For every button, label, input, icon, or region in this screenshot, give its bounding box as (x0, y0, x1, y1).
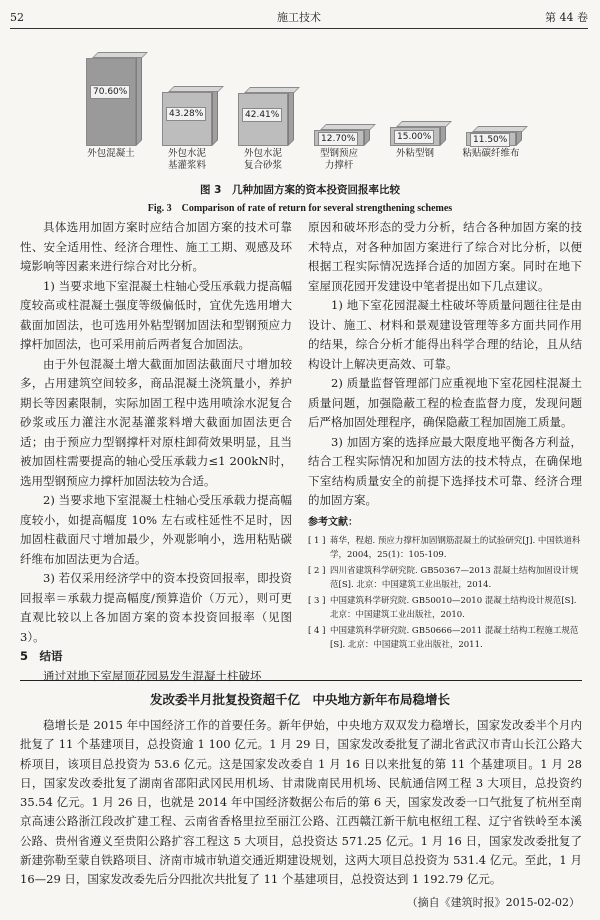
paragraph: 由于外包混凝土增大截面加固法截面尺寸增加较多，占用建筑空间较多，商品混凝土浇筑量小，养护期长等因素限制，实际加固工程中选用喷涂水泥复合砂浆或压力灌注水泥基灌浆料增大截面加固法更合适；由于预应力型钢撑杆对原柱卸荷效果明显，且当被加固柱需要提高的轴心受压承载力≤1 200kN时，选用型钢预应力撑杆加固法较为合适。 (20, 356, 292, 488)
paragraph: 3) 若仅采用经济学中的资本投资回报率，即投资回报率＝承载力提高幅度/预算造价（万元），则可更直观比较以上各加固方案的资本投资回报率（见图 3）。 (20, 571, 292, 644)
bar-value-label: 43.28% (166, 107, 206, 121)
reference-number: [ 2 ] (308, 566, 326, 576)
category-label-line: 外包水泥 (167, 148, 206, 159)
reference-number: [ 3 ] (308, 596, 326, 606)
figure-caption-en: Fig. 3 Comparison of rate of return for several strengthening schemes (147, 203, 453, 214)
paragraph: 2) 质量监督管理部门应重视地下室花园柱混凝土质量问题，加强隐蔽工程的检查监督力度，发现问题后严格加固处理程序，确保隐蔽工程加固施工质量。 (308, 376, 582, 429)
bar-value-label: 70.60% (90, 85, 130, 99)
news-paragraph: 稳增长是 2015 年中国经济工作的首要任务。新年伊始，中央地方双双发力稳增长，国家发改委半个月内批复了 11 个基建项目，总投资逾 1 100 亿元。1 月 29 日，国家发改委批复了湖北省武汉市青山长江公路大桥项目，该项目总投资为 53.6 亿元。这是国家发改委自 1 月 16 日以来批复的第 11 个基建项目。1 月 28 日，国家发改委批复了湖南省邵阳武冈民用机场、甘肃陇南民用机场、民航通信网工程 3 大项目，总投资约 35.54 亿元。1 月 26 日，也就是 2014 年中国经济数据公布后的第 6 天，国家发改委一口气批复了杭州至南京高速公路浙江段改扩建工程、云南省香格里拉至丽江公路、江西赣江新干航电枢纽工程、辽宁省铁岭至本溪公路、贵州省遵义至贵阳公路扩容工程这 5 大项目，总投资达 571.25 亿元。1 月 16 日，国家发改委批复了新建弥勒至蒙自铁路项目、济南市城市轨道交通近期建设规划，这两大项目总投资为 531.4 亿元。至此，1 月 16—29 日，国家发改委先后分四批次共批复了 11 个基建项目，总投资达到 1 192.79 亿元。 (20, 718, 582, 887)
bar-front (86, 58, 136, 146)
category-label (152, 148, 222, 172)
paragraph: 1) 地下室花园混凝土柱破坏等质量问题往往是由设计、施工、材料和景观建设管理等多方面共同作用的结果，综合分析才能得出科学合理的结论，且从结构设计上解决更高效、可靠。 (308, 298, 582, 371)
reference-number: [ 4 ] (308, 626, 326, 636)
bar-side (136, 52, 142, 146)
bar-value-label: 15.00% (394, 130, 434, 144)
page-header (10, 8, 588, 29)
bar-value-label: 42.41% (242, 108, 282, 122)
category-label-line: 外粘型钢 (395, 148, 434, 159)
paragraph: 原因和破坏形态的受力分析，结合各种加固方案的技术特点，对各种加固方案进行了综合对比分析，以便根据工程实际情况选择合适的加固方案。同时在地下室屋顶花园开发建设中笔者提出如下几点建议。 (308, 220, 582, 293)
left-column (20, 218, 292, 686)
roi-bar-chart (80, 36, 540, 171)
reference-item (308, 534, 582, 562)
category-label-line: 外包水泥 (243, 148, 282, 159)
bar-side (288, 87, 294, 146)
reference-number: [ 1 ] (308, 536, 326, 546)
news-source: （摘自《建筑时报》2015-02-02） (406, 896, 580, 909)
reference-item (308, 624, 582, 652)
paragraph: 1) 当要求地下室混凝土柱轴心受压承载力提高幅度较高或柱混凝土强度等级偏低时，宜优先选用增大截面加固法，也可选用外粘型钢加固法和型钢预应力撑杆加固法，也可采用前后两者复合加固法。 (20, 278, 292, 351)
reference-text: 中国建筑科学研究院. GB50010—2010 混凝土结构设计规范[S]. 北京：中国建筑工业出版社，2010. (330, 596, 577, 620)
journal-title: 施工技术 (277, 11, 321, 24)
category-label (76, 148, 146, 160)
right-column (308, 218, 582, 654)
paragraph: 3) 加固方案的选择应最大限度地平衡各方利益，结合工程实际情况和加固方法的技术特点，在确保地下室结构质量安全的前提下选择技术可靠、经济合理的加固方案。 (308, 434, 582, 507)
paragraph: 通过对地下室屋顶花园易发生混凝土柱破坏 (43, 668, 262, 683)
category-label-line: 外包混凝土 (87, 148, 135, 159)
bar-side (212, 86, 218, 146)
reference-text: 蒋华，程超. 预应力撑杆加固钢筋混凝土的试验研究[J]. 中国铁道科学，2004，25(1)：105-109. (330, 536, 581, 560)
category-label-line: 力撑杆 (324, 160, 354, 171)
news-title: 发改委半月批复投资超千亿 中央地方新年布局稳增长 (149, 692, 450, 707)
news-article (20, 716, 582, 890)
volume-label: 第 44 卷 (545, 11, 588, 24)
reference-text: 中国建筑科学研究院. GB50666—2011 混凝土结构工程施工规范[S]. 北京：中国建筑工业出版社，2011. (330, 626, 579, 650)
news-divider (20, 680, 582, 681)
category-label (380, 148, 450, 160)
figure-caption-cn: 图 3 几种加固方案的资本投资回报率比较 (200, 184, 400, 196)
references-list (308, 534, 582, 652)
category-label (456, 148, 526, 160)
references-title: 参考文献： (308, 516, 358, 528)
reference-text: 四川省建筑科学研究院. GB50367—2013 混凝土结构加固设计规范[S]. 北京：中国建筑工业出版社，2014. (330, 566, 579, 590)
category-label-line: 型钢预应 (319, 148, 358, 159)
category-label (304, 148, 374, 172)
reference-item (308, 594, 582, 622)
category-label-line: 基灌浆料 (167, 160, 206, 171)
paragraph: 具体选用加固方案时应结合加固方案的技术可靠性、安全适用性、经济合理性、施工工期、观感及环境影响等因素来进行综合对比分析。 (20, 220, 292, 273)
category-label-line: 复合砂浆 (243, 160, 282, 171)
page-number: 52 (10, 11, 24, 24)
category-label (228, 148, 298, 172)
reference-item (308, 564, 582, 592)
paragraph: 2) 当要求地下室混凝土柱轴心受压承载力提高幅度较小，如提高幅度 10% 左右或柱延性不足时，因加固柱截面尺寸增加最少，外观影响小，选用粘贴碳纤维布加固法更为合适。 (20, 493, 292, 566)
category-label-line: 粘贴碳纤维布 (462, 148, 520, 159)
bar-value-label: 11.50% (470, 133, 510, 147)
bar-value-label: 12.70% (318, 132, 358, 146)
section-heading: 5 结语 (20, 649, 63, 663)
bar (86, 52, 142, 146)
